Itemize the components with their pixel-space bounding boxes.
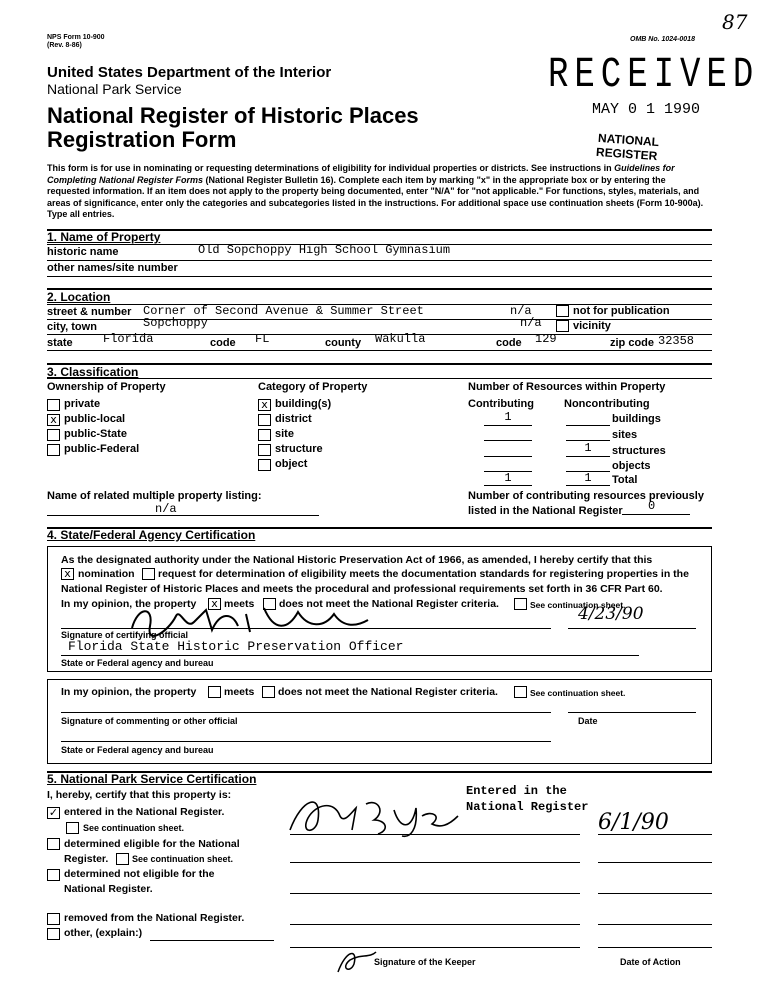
form-number: NPS Form 10-900	[47, 34, 105, 41]
continuation-label-1: See continuation sheet.	[530, 600, 626, 610]
removed-label: removed from the National Register.	[64, 912, 245, 924]
state-value[interactable]: Florida	[103, 332, 154, 346]
vicinity-label: vicinity	[573, 320, 611, 332]
department-name: United States Department of the Interior	[47, 64, 332, 81]
rule	[484, 485, 532, 486]
signature-label: Signature of certifying official	[61, 630, 189, 640]
entered-stamp-line1: Entered in the	[466, 784, 567, 798]
does-not-meet2-label: does not meet the National Register criteria.	[278, 686, 498, 698]
action-date[interactable]: 6/1/90	[598, 810, 669, 835]
form-title-line2: Registration Form	[47, 127, 237, 152]
cert-line-3: National Register of Historic Places and meets the procedural and professional requirements set forth in 36 CFR Part 60.	[61, 583, 663, 595]
does-not-meet-label: does not meet the National Register criteria.	[279, 598, 499, 610]
not-eligible-checkbox[interactable]	[47, 869, 60, 881]
row-objects: objects	[612, 460, 651, 472]
date-of-action-label: Date of Action	[620, 957, 681, 967]
historic-name-label: historic name	[47, 246, 119, 258]
rule	[566, 485, 610, 486]
ownership-public-local-checkbox[interactable]: x	[47, 414, 60, 426]
eligible-continuation-checkbox[interactable]	[116, 853, 129, 865]
not-for-publication-checkbox[interactable]	[556, 305, 569, 317]
row-buildings: buildings	[612, 413, 661, 425]
meets-label: meets	[224, 598, 255, 610]
ownership-public-federal-label: public-Federal	[64, 443, 140, 455]
section3-top-rule	[47, 363, 712, 365]
contributing-buildings[interactable]: 1	[504, 410, 512, 424]
category-object-label: object	[275, 458, 308, 470]
category-district-label: district	[275, 413, 312, 425]
keeper-intro: I, hereby, certify that this property is:	[47, 789, 232, 801]
cert-line-2: request for determination of eligibility meets the documentation standards for registering properties in the	[158, 568, 689, 580]
rule	[290, 834, 580, 835]
rule	[598, 862, 712, 863]
eligible-checkbox[interactable]	[47, 838, 60, 850]
rule	[61, 628, 551, 629]
county-code-value[interactable]: 129	[535, 332, 557, 346]
rule	[598, 893, 712, 894]
service-name: National Park Service	[47, 81, 182, 97]
ownership-private-label: private	[64, 398, 101, 410]
multiple-listing-value[interactable]: n/a	[155, 502, 177, 516]
eligible-label-1: determined eligible for the National	[64, 838, 240, 850]
continuation-checkbox-2[interactable]	[514, 686, 527, 698]
prev-listed-label-2: listed in the National Register	[468, 505, 623, 517]
category-object-checkbox[interactable]	[258, 459, 271, 471]
category-building-checkbox[interactable]: x	[258, 399, 271, 411]
meets2-checkbox[interactable]	[208, 686, 221, 698]
category-building-label: building(s)	[275, 398, 332, 410]
rule	[61, 712, 551, 713]
rule	[47, 350, 712, 351]
category-heading: Category of Property	[258, 381, 368, 393]
continuation-checkbox-1[interactable]	[514, 598, 527, 610]
entered-continuation-checkbox[interactable]	[66, 822, 79, 834]
zip-value[interactable]: 32358	[658, 334, 695, 348]
ownership-private-checkbox[interactable]	[47, 399, 60, 411]
does-not-meet2-checkbox[interactable]	[262, 686, 275, 698]
intro-guidelines: Guidelines for Completing National Register Forms	[47, 163, 675, 185]
noncontributing-heading: Noncontributing	[564, 398, 650, 410]
category-site-checkbox[interactable]	[258, 429, 271, 441]
date2-label: Date	[578, 716, 598, 726]
form-revision: (Rev. 8-86)	[47, 42, 82, 49]
rule	[47, 378, 712, 379]
category-district-checkbox[interactable]	[258, 414, 271, 426]
received-stamp-register: REGISTER	[595, 144, 658, 164]
city-na: n/a	[520, 316, 542, 330]
agency-label: State or Federal agency and bureau	[61, 658, 214, 668]
rule	[290, 862, 580, 863]
official-title[interactable]: Florida State Historic Preservation Officer	[68, 639, 404, 654]
state-code-value[interactable]: FL	[255, 332, 270, 346]
rule	[598, 924, 712, 925]
county-label: county	[325, 337, 362, 349]
determination-request-checkbox[interactable]	[142, 568, 155, 580]
opinion-pre: In my opinion, the property	[61, 598, 197, 610]
continuation-label-2: See continuation sheet.	[530, 688, 626, 698]
ownership-public-local-label: public-local	[64, 413, 126, 425]
received-stamp-national: NATIONAL	[597, 130, 660, 150]
historic-name-value[interactable]: Old Sopchoppy High School Gymnasium	[198, 243, 451, 257]
received-stamp-text: RECEIVED	[548, 52, 760, 100]
noncontributing-total[interactable]: 1	[584, 471, 592, 485]
county-value[interactable]: Wakulla	[375, 332, 426, 346]
rule	[568, 712, 696, 713]
ownership-heading: Ownership of Property	[47, 381, 166, 393]
eligible-continuation-label: See continuation sheet.	[132, 854, 234, 864]
section1-title: 1. Name of Property	[47, 230, 161, 244]
keeper-signature-label: Signature of the Keeper	[374, 957, 476, 967]
contributing-heading: Contributing	[468, 398, 534, 410]
not-for-publication-label: not for publication	[573, 305, 670, 317]
entered-label: entered in the National Register.	[64, 806, 225, 818]
entered-checkbox[interactable]: ✓	[48, 806, 59, 819]
signature2-label: Signature of commenting or other official	[61, 716, 238, 726]
other-label: other, (explain:)	[64, 927, 143, 939]
prev-listed-label-1: Number of contributing resources previously	[468, 490, 704, 502]
rule	[47, 515, 319, 516]
ownership-public-federal-checkbox[interactable]	[47, 444, 60, 456]
removed-checkbox[interactable]	[47, 913, 60, 925]
state-label: state	[47, 337, 73, 349]
entered-stamp-line2: National Register	[466, 800, 589, 814]
street-value[interactable]: Corner of Second Avenue & Summer Street	[143, 304, 424, 318]
resources-heading: Number of Resources within Property	[468, 381, 666, 393]
keeper-signature	[282, 790, 472, 840]
eligible-label-2: Register.	[64, 853, 109, 865]
row-sites: sites	[612, 429, 638, 441]
not-eligible-label-2: National Register.	[64, 883, 153, 895]
agency2-label: State or Federal agency and bureau	[61, 745, 214, 755]
section2-top-rule	[47, 288, 712, 290]
row-total: Total	[612, 474, 638, 486]
section5-title: 5. National Park Service Certification	[47, 772, 257, 786]
street-na: n/a	[510, 304, 532, 318]
rule	[598, 834, 712, 835]
rule	[290, 924, 580, 925]
section4-title: 4. State/Federal Agency Certification	[47, 528, 256, 542]
vicinity-checkbox[interactable]	[556, 320, 569, 332]
rule	[47, 260, 712, 261]
entered-continuation-label: See continuation sheet.	[83, 823, 185, 833]
instructions-paragraph	[47, 163, 707, 221]
county-code-label: code	[496, 337, 522, 349]
corner-handwritten-mark: 87	[722, 10, 748, 34]
meets-checkbox[interactable]: x	[208, 598, 221, 610]
nomination-label: nomination	[78, 568, 135, 580]
intro-text-1: This form is for use in nominating or requesting determinations of eligibility for individual properties or districts. See instructions in	[47, 163, 615, 173]
not-eligible-label-1: determined not eligible for the	[64, 868, 215, 880]
intro-text-2: (National Register Bulletin 16). Complete each item by marking "x" in the appropriate box or by entering the requested information. If an item does not apply to the property being documented, enter "N/A" for "not applicable." For functions, styles, materials, and areas of significance, enter only the categories and subcategories listed in the instructions. For additional space use continuation sheets (Form 10-900a). Type all entries.	[47, 174, 704, 219]
rule	[598, 947, 712, 948]
category-structure-label: structure	[275, 443, 323, 455]
row-structures: structures	[612, 445, 666, 457]
category-site-label: site	[275, 428, 294, 440]
rule	[566, 456, 610, 457]
multiple-listing-label: Name of related multiple property listing:	[47, 490, 262, 502]
contributing-total[interactable]: 1	[504, 471, 512, 485]
cert-date[interactable]: 4/23/90	[578, 604, 644, 624]
category-structure-checkbox[interactable]	[258, 444, 271, 456]
nomination-checkbox[interactable]: x	[61, 568, 74, 580]
rule	[622, 514, 690, 515]
street-label: street & number	[47, 306, 132, 318]
omb-number: OMB No. 1024-0018	[630, 36, 695, 43]
form-title-line1: National Register of Historic Places	[47, 103, 419, 128]
prev-listed-value[interactable]: 0	[648, 499, 656, 513]
meets2-label: meets	[224, 686, 255, 698]
rule	[484, 456, 532, 457]
received-stamp-date: MAY 0 1 1990	[592, 101, 701, 118]
other-names-label: other names/site number	[47, 262, 178, 274]
ownership-public-state-checkbox[interactable]	[47, 429, 60, 441]
section2-title: 2. Location	[47, 290, 111, 304]
cert-line-1: As the designated authority under the National Historic Preservation Act of 1966, as amended, I hereby certify that this	[61, 554, 653, 566]
city-value[interactable]: Sopchoppy	[143, 316, 208, 330]
opinion2-pre: In my opinion, the property	[61, 686, 197, 698]
rule	[47, 276, 712, 277]
rule	[566, 425, 610, 426]
rule	[484, 440, 532, 441]
other-checkbox[interactable]	[47, 928, 60, 940]
city-label: city, town	[47, 321, 97, 333]
state-code-label: code	[210, 337, 236, 349]
ownership-public-state-label: public-State	[64, 428, 127, 440]
section3-title: 3. Classification	[47, 365, 139, 379]
rule	[484, 425, 532, 426]
rule	[61, 741, 551, 742]
rule	[290, 893, 580, 894]
rule	[568, 628, 696, 629]
rule	[150, 940, 274, 941]
rule	[61, 655, 639, 656]
zip-label: zip code	[610, 337, 655, 349]
noncontributing-structures[interactable]: 1	[584, 441, 592, 455]
